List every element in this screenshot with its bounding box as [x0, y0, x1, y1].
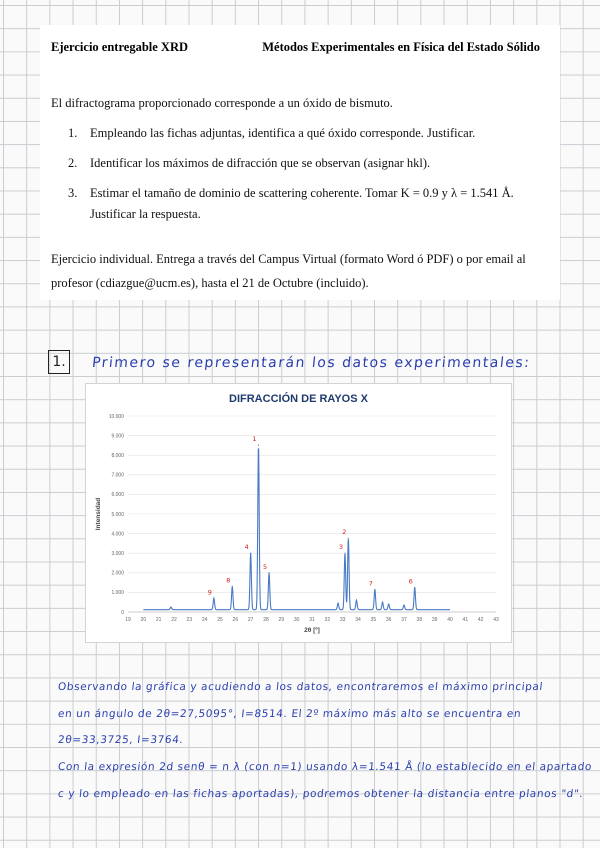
y-tick-label: 0	[121, 609, 124, 616]
x-tick-label: 43	[493, 617, 499, 623]
handwritten-section-number: 1.	[48, 350, 70, 374]
y-tick-label: 9.000	[111, 433, 124, 440]
x-tick-label: 38	[416, 617, 423, 623]
x-tick-label: 25	[217, 617, 223, 623]
peak-label: 5	[262, 562, 268, 571]
peak-label: 6	[408, 577, 413, 586]
question-list	[68, 123, 538, 234]
x-tick-label: 19	[125, 617, 131, 623]
x-tick-label: 31	[309, 617, 315, 623]
y-tick-label: 10.000	[108, 413, 124, 420]
x-tick-label: 34	[355, 617, 361, 623]
y-tick-label: 5.000	[111, 511, 124, 518]
peak-label: 2	[342, 528, 347, 537]
intro-text: El difractograma proporcionado corresponde a un óxido de bismuto.	[51, 96, 393, 110]
handwritten-line: Con la expresión 2d senθ = n λ (con n=1) usando λ=1.541 Å (lo establecido en el apartado	[57, 761, 593, 773]
peak-point	[258, 445, 259, 446]
x-tick-label: 35	[370, 617, 377, 623]
peak-label: 8	[226, 576, 231, 585]
handwritten-line-intro: Primero se representarán los datos experimentales:	[91, 355, 532, 371]
x-tick-label: 36	[385, 617, 392, 623]
x-tick-label: 37	[401, 617, 407, 623]
x-tick-label: 29	[278, 617, 285, 623]
peak-point	[250, 553, 251, 554]
x-tick-label: 40	[447, 617, 453, 623]
peak-label: 3	[338, 543, 344, 552]
diffraction-series-line	[143, 449, 450, 610]
handwritten-line: Observando la gráfica y acudiendo a los datos, encontraremos el máximo principal	[57, 681, 544, 693]
x-tick-label: 28	[263, 617, 269, 623]
peak-point	[388, 604, 389, 605]
y-tick-label: 4.000	[111, 531, 124, 538]
y-tick-label: 1.000	[111, 590, 124, 597]
xrd-chart	[85, 383, 512, 643]
peak-point	[213, 598, 214, 599]
peak-point	[403, 605, 404, 606]
x-tick-label: 32	[324, 617, 331, 623]
peak-label: 4	[244, 543, 249, 552]
peak-point	[374, 589, 375, 590]
y-tick-label: 2.000	[111, 570, 124, 577]
peak-label: 7	[368, 579, 373, 588]
chart-title: DIFRACCIÓN DE RAYOS X	[229, 393, 368, 405]
peak-point	[348, 538, 349, 539]
question-text: Empleando las fichas adjuntas, identifica a qué óxido corresponde. Justificar.	[90, 126, 476, 140]
handwritten-line: c y lo empleado en las fichas aportadas), podremos obtener la distancia entre planos "d".	[57, 788, 584, 800]
course-title: Métodos Experimentales en Física del Estado Sólido	[262, 40, 540, 54]
printed-assignment-sheet	[40, 25, 560, 300]
question-number: 3.	[68, 186, 78, 200]
peak-point	[170, 607, 171, 608]
x-tick-label: 21	[155, 617, 162, 623]
y-tick-label: 6.000	[111, 492, 124, 499]
x-tick-label: 41	[462, 617, 469, 623]
x-tick-label: 42	[477, 617, 484, 623]
x-tick-label: 39	[431, 617, 438, 623]
question-item	[68, 183, 538, 225]
x-tick-label: 22	[171, 617, 177, 623]
peak-point	[344, 553, 345, 554]
peak-point	[268, 572, 269, 573]
question-item	[68, 123, 538, 144]
peak-label: 1	[252, 435, 257, 444]
x-tick-label: 27	[247, 617, 254, 623]
peak-point	[337, 603, 338, 604]
assignment-title: Ejercicio entregable XRD	[51, 40, 188, 54]
x-tick-label: 20	[140, 617, 147, 623]
question-text: Estimar el tamaño de dominio de scattering coherente. Tomar K = 0.9 y λ = 1.541 Å. Justificar la respuesta.	[90, 186, 514, 221]
chart-plot	[86, 384, 511, 642]
peak-point	[356, 600, 357, 601]
peak-label: 9	[207, 588, 212, 597]
x-tick-label: 33	[339, 617, 346, 623]
x-axis-label: 2θ [º]	[304, 627, 320, 634]
question-number: 1.	[68, 126, 78, 140]
peak-point	[414, 587, 415, 588]
x-tick-label: 23	[186, 617, 193, 623]
x-tick-label: 30	[293, 617, 300, 623]
y-tick-label: 8.000	[111, 453, 124, 459]
question-number: 2.	[68, 156, 78, 170]
submission-note: Ejercicio individual. Entrega a través del Campus Virtual (formato Word ó PDF) o por email al profesor (cdiazgue@ucm.es), hasta el 21 de Octubre (incluido).	[51, 252, 526, 290]
x-tick-label: 26	[232, 617, 239, 623]
peak-point	[232, 586, 233, 587]
question-item	[68, 153, 538, 174]
peak-point	[382, 602, 383, 603]
y-axis-label: Intensidad	[95, 497, 102, 531]
x-tick-label: 24	[201, 617, 208, 623]
question-text: Identificar los máximos de difracción que se observan (asignar hkl).	[90, 156, 431, 170]
y-tick-label: 3.000	[111, 551, 124, 557]
handwritten-line: 2θ=33,3725, I=3764.	[57, 734, 184, 746]
y-tick-label: 7.000	[111, 472, 124, 479]
handwritten-line: en un ángulo de 2θ=27,5095°, I=8514. El 2º máximo más alto se encuentra en	[57, 708, 522, 720]
